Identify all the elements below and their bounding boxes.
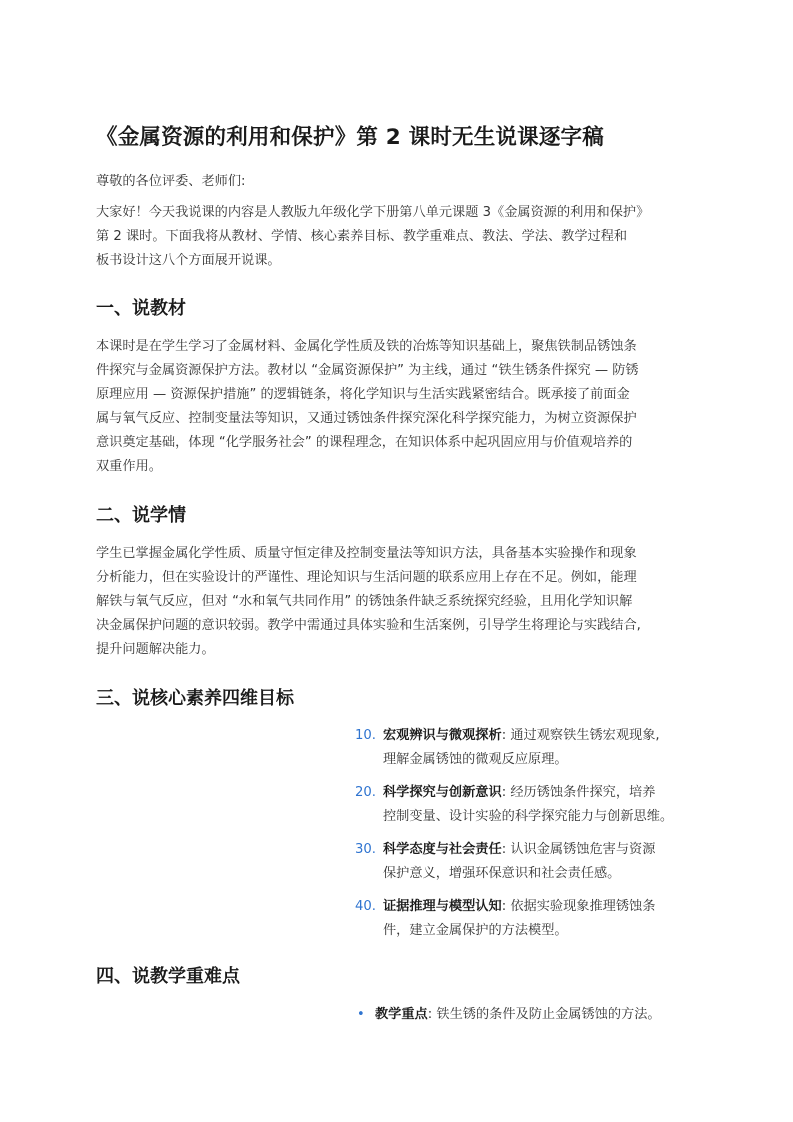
paragraph-line: 属与氧气反应、控制变量法等知识，又通过锈蚀条件探究深化科学探究能力，为树立资源保护 xyxy=(96,411,637,426)
paragraph-line: 本课时是在学生学习了金属材料、金属化学性质及铁的冶炼等知识基础上，聚焦铁制品锈蚀条 xyxy=(96,339,637,354)
goal-number: 40. xyxy=(355,899,376,914)
goal-text: 保护意义，增强环保意识和社会责任感。 xyxy=(383,866,621,881)
intro-line: 大家好！今天我说课的内容是人教版九年级化学下册第八单元课题 3《金属资源的利用和保护》 xyxy=(96,205,650,220)
paragraph-line: 分析能力，但在实验设计的严谨性、理论知识与生活问题的联系应用上存在不足。例如，能理 xyxy=(96,570,637,585)
keypoint-text: 铁生锈的条件及防止金属锈蚀的方法。 xyxy=(436,1007,661,1022)
document-title: 《金属资源的利用和保护》第 2 课时无生说课逐字稿 xyxy=(96,125,604,150)
paragraph-line: 件探究与金属资源保护方法。教材以 “金属资源保护” 为主线，通过 “铁生锈条件探究 — 防锈 xyxy=(96,363,639,378)
goal-term: 宏观辨识与微观探析 xyxy=(383,728,502,743)
intro-line: 板书设计这八个方面展开说课。 xyxy=(96,253,281,268)
goal-text: 依据实验现象推理锈蚀条 xyxy=(510,899,656,914)
students-paragraph xyxy=(96,542,700,662)
paragraph-line: 学生已掌握金属化学性质、质量守恒定律及控制变量法等知识方法，具备基本实验操作和现象 xyxy=(96,546,637,561)
paragraph-line: 提升问题解决能力。 xyxy=(96,642,215,657)
goal-number: 20. xyxy=(355,785,376,800)
intro-line: 第 2 课时。下面我将从教材、学情、核心素养目标、教学重难点、教法、学法、教学过程和 xyxy=(96,229,628,244)
section-heading-students: 二、说学情 xyxy=(96,505,186,526)
keypoint-term: 教学重点 xyxy=(375,1007,428,1022)
greeting-text: 尊敬的各位评委、老师们: xyxy=(96,174,246,189)
goal-text: 件，建立金属保护的方法模型。 xyxy=(383,923,568,938)
goal-item xyxy=(355,895,700,943)
goal-number: 30. xyxy=(355,842,376,857)
goal-text: 经历锈蚀条件探究，培养 xyxy=(510,785,656,800)
keypoints-list xyxy=(355,1003,700,1027)
goal-text: 控制变量、设计实验的科学探究能力与创新思维。 xyxy=(383,809,674,824)
keypoint-separator: : xyxy=(427,1007,433,1022)
keypoint-item xyxy=(355,1003,700,1027)
intro-paragraph xyxy=(96,201,700,273)
paragraph-line: 解铁与氧气反应，但对 “水和氧气共同作用” 的锈蚀条件缺乏系统探究经验，且用化学知识解 xyxy=(96,594,633,609)
goal-term: 科学态度与社会责任 xyxy=(383,842,502,857)
goal-separator: : xyxy=(501,899,507,914)
goal-item xyxy=(355,838,700,886)
goal-term: 证据推理与模型认知 xyxy=(383,899,502,914)
paragraph-line: 原理应用 — 资源保护措施” 的逻辑链条，将化学知识与生活实践紧密结合。既承接了前面金 xyxy=(96,387,630,402)
goal-item xyxy=(355,781,700,829)
goal-text: 理解金属锈蚀的微观反应原理。 xyxy=(383,752,568,767)
paragraph-line: 双重作用。 xyxy=(96,459,162,474)
goal-item xyxy=(355,724,700,772)
goal-separator: : xyxy=(501,842,507,857)
paragraph-line: 意识奠定基础，体现 “化学服务社会” 的课程理念，在知识体系中起巩固应用与价值观培养的 xyxy=(96,435,633,450)
goal-separator: : xyxy=(501,728,507,743)
goal-separator: : xyxy=(501,785,507,800)
section-heading-goals: 三、说核心素养四维目标 xyxy=(96,688,294,709)
goal-term: 科学探究与创新意识 xyxy=(383,785,502,800)
section-heading-textbook: 一、说教材 xyxy=(96,298,186,319)
goal-number: 10. xyxy=(355,728,376,743)
goals-list xyxy=(355,724,700,952)
goal-text: 认识金属锈蚀危害与资源 xyxy=(510,842,656,857)
section-heading-keypoints: 四、说教学重难点 xyxy=(96,966,240,987)
goal-text: 通过观察铁生锈宏观现象, xyxy=(510,728,660,743)
bullet-icon: • xyxy=(357,1007,365,1022)
paragraph-line: 决金属保护问题的意识较弱。教学中需通过具体实验和生活案例，引导学生将理论与实践结合, xyxy=(96,618,641,633)
textbook-paragraph xyxy=(96,335,700,479)
